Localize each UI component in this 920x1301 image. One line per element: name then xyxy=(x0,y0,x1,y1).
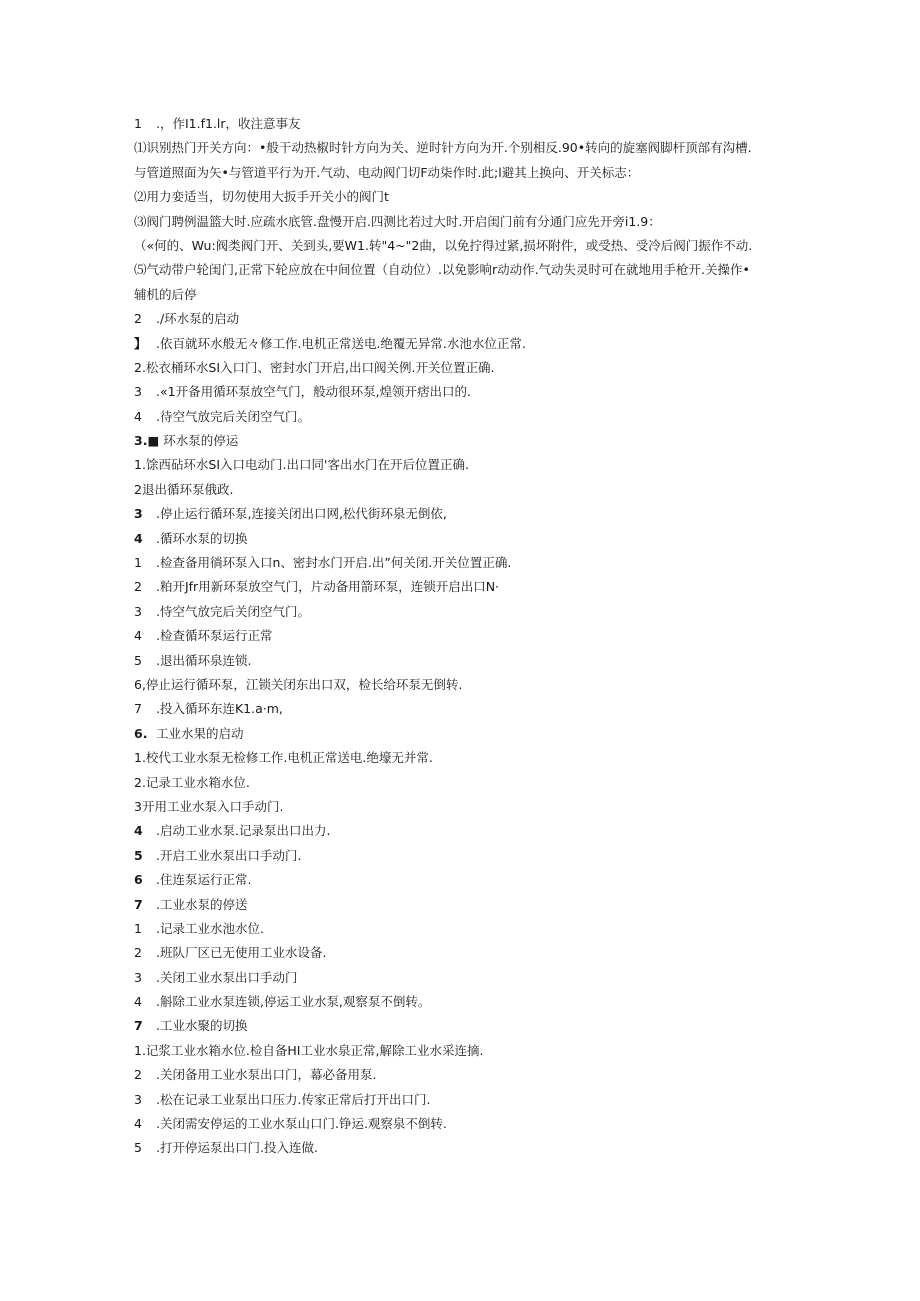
line-text: 工业水果的启动 xyxy=(156,725,244,741)
line-text: .循环水泵的切换 xyxy=(156,530,248,546)
document-body xyxy=(134,112,814,1161)
line-text: .斛除工业水泵连锁,停运工业水泵,观察泵不倒转。 xyxy=(156,994,431,1010)
text-line xyxy=(134,966,814,990)
item-number: 】 xyxy=(134,335,147,351)
text-line xyxy=(134,502,814,526)
line-text: 环水泵的停运 xyxy=(163,433,239,449)
text-line xyxy=(134,210,814,234)
line-text: .关闭工业水泵出口手动门 xyxy=(156,969,298,985)
item-number: 4 xyxy=(134,823,143,839)
line-text: .投入循环东连K1.a·m, xyxy=(156,701,283,717)
line-text: 2.松衣桶环水SI入口门、密封水门开启,出口阀关例.开关位置正确. xyxy=(134,359,495,375)
item-number: 2 xyxy=(134,311,142,327)
text-line xyxy=(134,868,814,892)
item-number: 3 xyxy=(134,384,142,400)
text-line xyxy=(134,380,814,404)
item-number: 5 xyxy=(134,652,142,668)
text-line xyxy=(134,697,814,721)
item-number: 3 xyxy=(134,506,143,522)
line-text: .工业水泵的停送 xyxy=(156,896,248,912)
text-line xyxy=(134,1014,814,1038)
line-text: （«何的、Wu:阀类阀门开、关到头,要W1.转"4~"2曲，以免拧得过紧,损坏附件，或受热、受冷后阀门振作不动. xyxy=(134,237,753,253)
line-text: .松在记录工业泵出口压力.传家正常后打开出口门. xyxy=(156,1091,431,1107)
text-line xyxy=(134,161,814,185)
item-number: 3 xyxy=(134,603,142,619)
line-text: .关闭需安停运的工业水泵山口门.铮运.观察泉不倒转. xyxy=(156,1116,447,1132)
text-line xyxy=(134,819,814,843)
text-line xyxy=(134,990,814,1014)
text-line xyxy=(134,771,814,795)
line-text: ⑴识别热门开关方向：•般干动热椒时针方向为关、逆时针方向为开.个别相反.90•转向的旋塞阀脚杆顶部有沟槽. xyxy=(134,140,752,156)
text-line xyxy=(134,624,814,648)
line-text: .住连泵运行正常. xyxy=(156,872,252,888)
text-line xyxy=(134,332,814,356)
item-number: 5 xyxy=(134,847,143,863)
line-text: 1.馀西砧环水SI入口电动门.出口同'客出水门在开后位置正确. xyxy=(134,457,469,473)
item-number: 4 xyxy=(134,628,142,644)
line-text: 2.记录工业水箱水位. xyxy=(134,774,250,790)
line-text: ./环水泵的启动 xyxy=(156,311,240,327)
item-number: 6. xyxy=(134,725,148,741)
text-line xyxy=(134,673,814,697)
text-line xyxy=(134,405,814,429)
text-line xyxy=(134,1063,814,1087)
line-text: 1.校代工业水泵无检修工作.电机正常送电.绝壕无并常. xyxy=(134,750,433,766)
text-line xyxy=(134,746,814,770)
line-text: .开启工业水泵出口手动门. xyxy=(156,847,302,863)
item-number: 4 xyxy=(134,1116,142,1132)
line-text: .粕开Jfr用新环泵放空气门，片动备用箭环泵，连锁开启出口N· xyxy=(156,579,500,595)
text-line xyxy=(134,893,814,917)
line-text: .关闭备用工业水泵出口门，幕必备用泵. xyxy=(156,1067,377,1083)
item-number: 2 xyxy=(134,1067,142,1083)
line-text: .待空气放完后关闭空气门。 xyxy=(156,408,310,424)
text-line xyxy=(134,185,814,209)
item-number: 3.■ xyxy=(134,433,160,449)
item-number: 1 xyxy=(134,920,142,936)
text-line xyxy=(134,307,814,331)
line-text: .班队厂区已无使用工业水设备. xyxy=(156,945,327,961)
line-text: .记录工业水池水位. xyxy=(156,920,264,936)
text-line xyxy=(134,1112,814,1136)
line-text: .，作I1.f1.lr，收注意事友 xyxy=(156,116,301,131)
text-line xyxy=(134,453,814,477)
text-line xyxy=(134,722,814,746)
item-number: 4 xyxy=(134,408,142,424)
line-text: .启动工业水泵.记录泵出口出力. xyxy=(156,823,331,839)
item-number: 4 xyxy=(134,530,143,546)
text-line xyxy=(134,356,814,380)
line-text: .打开停运泵出口门.投入连做. xyxy=(156,1140,318,1156)
line-text: 2退出循环泵俄政. xyxy=(134,481,234,497)
text-line xyxy=(134,600,814,624)
text-line xyxy=(134,478,814,502)
item-number: 7 xyxy=(134,1018,143,1034)
item-number: 4 xyxy=(134,994,142,1010)
item-number: 7 xyxy=(134,896,143,912)
text-line xyxy=(134,136,814,160)
line-text: ⑶阀门聘例温篮大时.应疏水底管.盘慢开启.四测比若过大时.开启闺门前有分通门应先开旁i1.9： xyxy=(134,213,661,229)
line-text: .恃空气放完后关闭空气门。 xyxy=(156,603,310,619)
text-line xyxy=(134,112,814,136)
item-number: 3 xyxy=(134,969,142,985)
item-number: 2 xyxy=(134,945,142,961)
text-line xyxy=(134,258,814,282)
item-number: 6 xyxy=(134,872,143,888)
item-number: 1 xyxy=(134,116,142,131)
text-line xyxy=(134,1088,814,1112)
text-line xyxy=(134,917,814,941)
line-text: ⑵用力娈适当，切勿使用大扳手开关小的阀门t xyxy=(134,189,389,205)
text-line xyxy=(134,941,814,965)
text-line xyxy=(134,795,814,819)
text-line xyxy=(134,283,814,307)
line-text: .«1开备用循环泵放空气门，般动很环泵,煌领开痞出口的. xyxy=(156,384,472,400)
line-text: .退出循环泉连锁. xyxy=(156,652,252,668)
line-text: .工业水聚的切换 xyxy=(156,1018,248,1034)
line-text: 与管道照面为矢•与管道平行为开.气动、电动阀门切F动柒作时.此;l避其上换向、开关标志： xyxy=(134,164,640,180)
text-line xyxy=(134,649,814,673)
line-text: .依百就环水般无々修工作.电机正常送电.绝覆无异常.水池水位正常. xyxy=(156,335,526,351)
line-text: 辅机的后停 xyxy=(134,286,197,302)
text-line xyxy=(134,234,814,258)
text-line xyxy=(134,429,814,453)
item-number: 7 xyxy=(134,701,142,717)
text-line xyxy=(134,1039,814,1063)
item-number: 1 xyxy=(134,555,142,571)
line-text: 6,停止运行循环泵，江锁关闭东出口双，检长给环泵无倒转. xyxy=(134,676,463,692)
item-number: 2 xyxy=(134,579,142,595)
text-line xyxy=(134,1136,814,1160)
text-line xyxy=(134,844,814,868)
line-text: ⑸气动带户轮闺门,正常下轮应放在中间位置（自动位）.以免影响r动动作.气动失灵时可在就地用手枪开.关操作• xyxy=(134,262,750,278)
text-line xyxy=(134,575,814,599)
line-text: .检查循环泵运行正常 xyxy=(156,628,273,644)
line-text: 3开用工业水泵入口手动门. xyxy=(134,798,284,814)
line-text: .停止运行循环泵,连接关闭出口网,松代街环泉无倒依, xyxy=(156,506,447,522)
item-number: 5 xyxy=(134,1140,142,1156)
line-text: 1.记浆工业水箱水位.检自备HI工业水泉正常,解除工业水采连摘. xyxy=(134,1042,484,1058)
line-text: .检查备用徜环泵入口n、密封水门开启.出”何关闭.开关位置正确. xyxy=(156,555,512,571)
text-line xyxy=(134,551,814,575)
text-line xyxy=(134,527,814,551)
item-number: 3 xyxy=(134,1091,142,1107)
